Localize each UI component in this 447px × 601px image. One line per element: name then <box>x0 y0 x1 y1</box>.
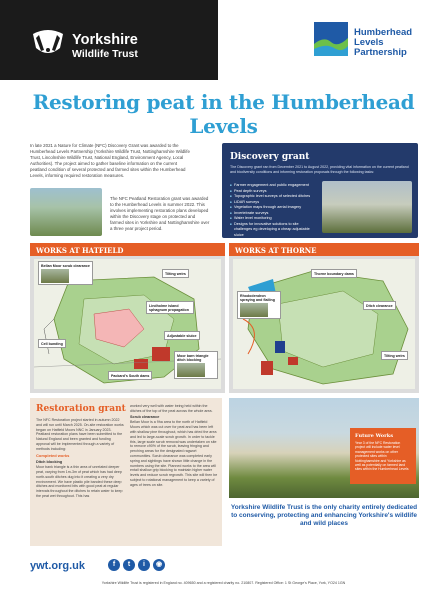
restoration-intro: The NFC Restoration project started in autumn 2022 and will run until March 2025. On-site restoration works began on Hatfield Moors NNC in January 2023. Peatland restoration plans have been submitted to the Natural England and been granted and funding approval will be implemented through a variety of methods including: <box>36 418 124 451</box>
ditch-blocking-continued: worked very well with water being held within the ditches of the top of the peat across the whole area. <box>130 404 213 413</box>
hatfield-map <box>34 259 221 389</box>
hatfield-heading: WORKS AT HATFIELD <box>30 243 225 256</box>
ditch-blocking-heading: Ditch blocking <box>36 459 63 464</box>
discovery-lead: The Discovery grant ran from December 2021 to August 2022, providing vital information on the current peatland and biodiversity conditions and informing restoration proposals through the following tasks: <box>230 165 409 174</box>
callout-packards-dams: Packard's South dams <box>108 371 152 380</box>
instagram-icon[interactable]: i <box>138 559 150 571</box>
callout-moor-barn <box>174 351 218 379</box>
badger-icon <box>30 28 66 56</box>
facebook-icon[interactable]: f <box>108 559 120 571</box>
callout-lindholme: Lindholme island sphagnum propagation <box>146 301 194 314</box>
callout-bellan-moor <box>38 261 93 285</box>
yorkshire-wildlife-trust-logo <box>0 0 218 80</box>
ditch-blocking-text: Moor bank triangle is a thin area of unrelated deeper peat, varying from 1m-3m of peat which has had deep north-south ditches dug into it creating a very dry environment. We have plastic pile banded these deep ditches and monitored bits with good peat at regular intervals throughout the ditches to retain water to keep the peat wet throughout. This has <box>36 465 123 498</box>
restoration-heading: Restoration grant <box>36 404 126 414</box>
partnership-mark-icon <box>314 22 348 56</box>
partnership-name <box>354 28 412 58</box>
callout-photo <box>41 269 69 283</box>
callout-cell-bunding: Cell bunding <box>38 339 66 348</box>
discovery-photo <box>322 181 412 233</box>
youtube-icon[interactable]: ◉ <box>153 559 165 571</box>
intro-paragraph-1: In late 2021 a Nature for Climate (NFC) Discovery Grant was awarded to the Humberhead Levels Partnership (Yorkshire Wildlife Trust, Nottinghamshire Wildlife Trust, Lincolnshire Wildlife Trust, National England, Environment Agency, Local Authorities). The project aimed to gather baseline information on the current peatland condition of several protected and farmed sites within the Humberhead Levels, informing required restoration measures. <box>30 143 190 178</box>
scrub-clearance-heading: Scrub clearance <box>130 415 160 420</box>
legal-footer: Yorkshire Wildlife Trust is registered in England no. 409650 and a registered charity no. 210807. Registered Office: 1 St George's Place, York, YO24 1GN <box>101 581 346 585</box>
future-works-text: Year 3 of the NFC Restoration project will include water level management works on other protected sites within Nottinghamshire and Yorkshire as well as potentially on farmed land sites within the Humberhead Levels <box>355 441 409 472</box>
hatfield-works-panel <box>30 243 225 393</box>
partnership-line1: Humberhead <box>354 27 413 38</box>
partnership-line2: Levels <box>354 37 384 48</box>
list-item: ■ LiDAR surveys <box>230 200 316 206</box>
org-name <box>72 33 138 61</box>
restoration-col-2 <box>130 404 218 488</box>
title-band <box>0 80 447 138</box>
page-title: Restoring peat in the Humberhead Levels <box>32 90 415 138</box>
thorne-works-panel <box>229 243 419 393</box>
thorne-map-graphic <box>233 259 415 389</box>
callout-photo <box>240 303 268 317</box>
callout-label: Moor barn triangle ditch blocking <box>177 353 209 362</box>
list-item: ■ Peat depth surveys <box>230 189 316 195</box>
header <box>0 0 447 80</box>
thorne-heading: WORKS AT THORNE <box>229 243 419 256</box>
callout-tilting-weirs: Tilting weirs <box>162 269 189 278</box>
callout-rhododendron <box>237 291 281 319</box>
twitter-icon[interactable]: t <box>123 559 135 571</box>
restoration-col-1 <box>36 418 124 499</box>
website-link[interactable]: ywt.org.uk <box>30 560 86 572</box>
discovery-grant-panel <box>222 143 418 238</box>
callout-label: Bellan Moor scrub clearance <box>41 263 90 268</box>
list-item: ■ Water level monitoring <box>230 216 316 222</box>
thorne-map <box>233 259 415 389</box>
callout-thorne-dams: Thorne boundary dams <box>311 269 357 278</box>
discovery-heading: Discovery grant <box>230 152 310 162</box>
callout-photo <box>177 363 205 377</box>
intro-paragraph-2: The NFC Peatland Restoration grant was awarded to the Humberhead Levels in summer 2022. This involves implementing restoration plans developed within the Discovery stage on protected and farmed sites in Yorkshire and Nottinghamshire over a three year project period. <box>110 196 210 231</box>
callout-adjustable-sluice: Adjustable sluice <box>164 331 200 340</box>
callout-tilting-weirs-thorne: Tilting weirs <box>381 351 408 360</box>
list-item: ■ Designs for innovative solutions to site challenges eg developing a cheap adjustable sluice <box>230 222 316 239</box>
future-works-box <box>350 428 416 484</box>
list-item: ■ Farmer engagement and public engagement <box>230 183 316 189</box>
completed-works-heading: Completed works <box>36 452 70 458</box>
intro-photo <box>30 188 102 236</box>
org-name-line1: Yorkshire <box>72 32 138 48</box>
future-works-heading: Future Works <box>355 433 394 439</box>
org-name-line2: Wildlife Trust <box>72 48 138 60</box>
list-item: ■ Vegetation maps through aerial imagery <box>230 205 316 211</box>
charity-tagline: Yorkshire Wildlife Trust is the only charity entirely dedicated to conserving, protecting and enhancing Yorkshire's wildlife and wild places <box>230 504 418 527</box>
humberhead-partnership-logo <box>314 20 434 70</box>
callout-label: Rhododendron spraying and flailing <box>240 293 275 302</box>
partnership-line3: Partnership <box>354 47 407 58</box>
list-item: ■ Invertebrate surveys <box>230 211 316 217</box>
callout-ditch-clearance: Ditch clearance <box>363 301 396 310</box>
list-item: ■ Topographic level surveys of selected ditches <box>230 194 316 200</box>
scrub-clearance-text: Bellan Moor is a 9ha area to the north of Hatfield Moors which was cut over for peat and has been left with shallow pine throughout, which has dried the area and led to large-scale scrub growth. In order to tackle this, large scale scrub removal was undertaken on site to remove c90% of the scrub, leaving fringing and perching areas for the designated ragwort communities. Scrub clearance was completed early spring and sightings have shown little change in the numbers using the site. Planned works to the area will entail shallow grip blocking to maintain higher water levels and reduce scrub regrowth. This site will then be subject to rotational management to keep a variety of ages of trees on site. <box>130 420 218 487</box>
discovery-task-list <box>230 183 316 238</box>
restoration-grant-panel <box>30 398 222 546</box>
